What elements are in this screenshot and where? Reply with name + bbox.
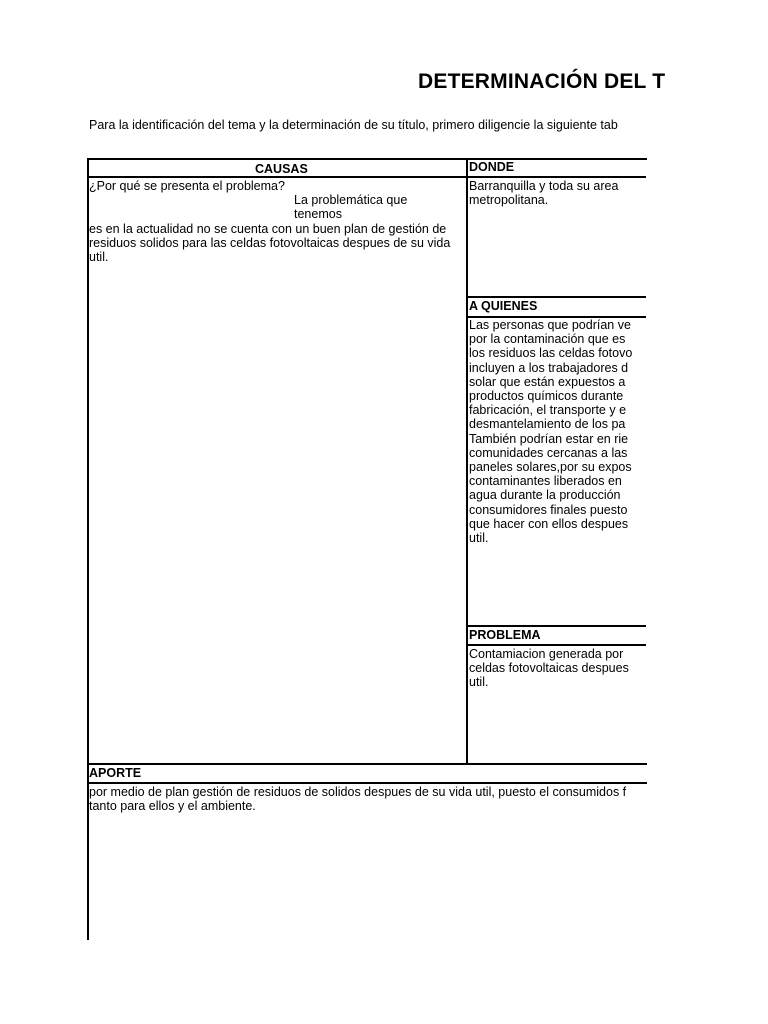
causas-answer-lead: La problemática que tenemos (294, 193, 408, 222)
donde-header: DONDE (469, 160, 515, 174)
a-quienes-header: A QUIENES (469, 299, 538, 313)
causas-question: ¿Por qué se presenta el problema? (89, 179, 285, 193)
problema-header: PROBLEMA (469, 628, 541, 642)
problema-header-underline (466, 644, 646, 646)
a-quienes-text: Las personas que podrían ve por la contaminación que es los residuos las celdas fotovo incluyen a los trabajadores d solar que están expuestos a productos químicos durante fabricación, el transporte y e desmantelamiento de los pa También podrían estar en rie comunidades cercanas a las paneles solares,por su expos contaminantes liberados en agua durante la producción consumidores finales puesto que hacer con ellos despues util. (469, 318, 633, 546)
donde-header-underline (466, 176, 646, 178)
problema-text: Contamiacion generada por celdas fotovoltaicas despues util. (469, 647, 629, 690)
table-top-border (87, 158, 647, 160)
problema-top-border (466, 625, 646, 627)
column-divider (466, 158, 468, 764)
causas-header: CAUSAS (255, 162, 308, 176)
donde-text: Barranquilla y toda su area metropolitana. (469, 179, 619, 208)
aporte-header: APORTE (89, 766, 142, 780)
aporte-top-border (87, 763, 647, 765)
aporte-text: por medio de plan gestión de residuos de solidos despues de su vida util, puesto el consumidos f tanto para ellos y el ambiente. (89, 785, 627, 814)
causas-header-underline (87, 176, 467, 178)
causas-answer: es en la actualidad no se cuenta con un buen plan de gestión de residuos solidos para las celdas fotovoltaicas despues de su vida util. (89, 221, 451, 265)
table-left-border (87, 158, 89, 940)
aporte-header-underline (87, 782, 647, 784)
intro-instruction: Para la identificación del tema y la determinación de su título, primero diligencie la siguiente tab (89, 118, 618, 132)
causas-cell (89, 179, 457, 264)
document-title: DETERMINACIÓN DEL T (418, 70, 666, 93)
a-quienes-top-border (466, 296, 646, 298)
